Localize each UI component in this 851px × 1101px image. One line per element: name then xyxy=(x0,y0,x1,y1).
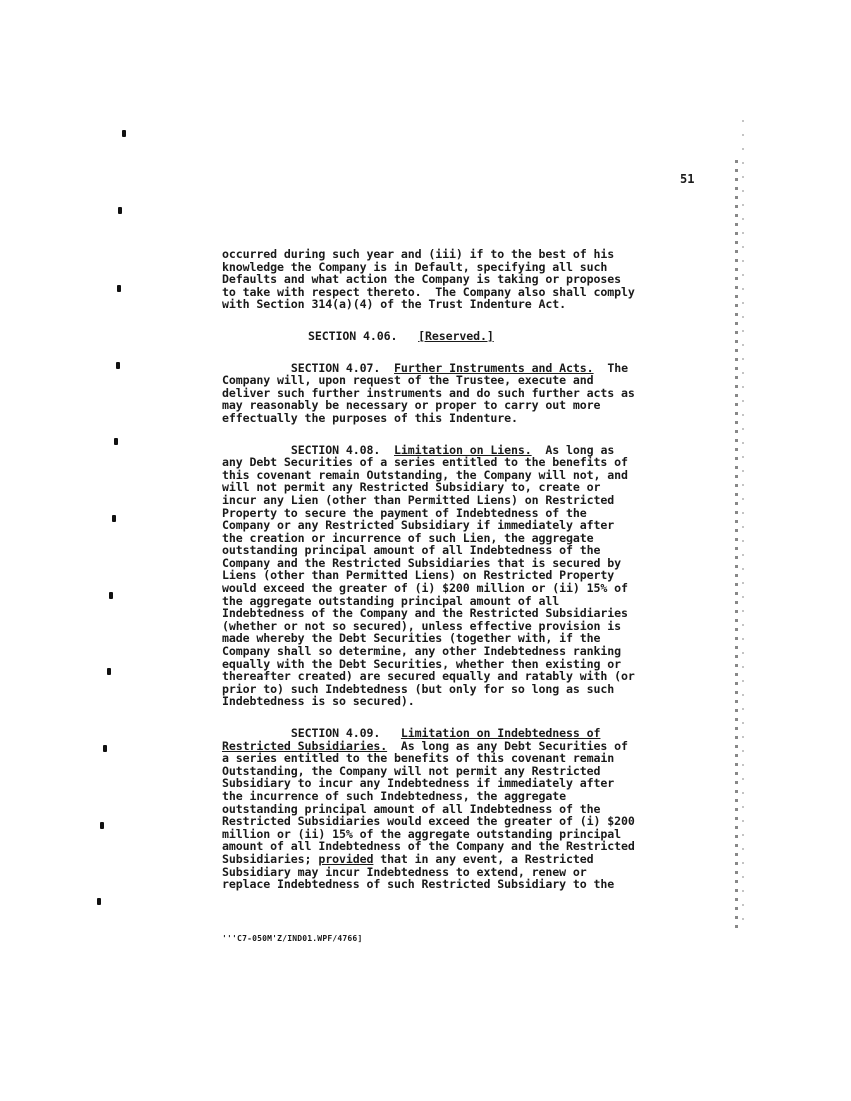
text-line: amount of all Indebtedness of the Company and the Restricted xyxy=(222,839,635,854)
text-line: Defaults and what action the Company is taking or proposes xyxy=(222,272,622,287)
text-line: equally with the Debt Securities, whether then existing or xyxy=(222,656,622,671)
binding-mark xyxy=(109,592,113,599)
section-title-continued: Restricted Subsidiaries. xyxy=(222,738,388,753)
margin-scan-noise xyxy=(735,160,738,930)
section-number: SECTION 4.06. xyxy=(308,328,398,343)
text-line: Company and the Restricted Subsidiaries that is secured by xyxy=(222,555,622,570)
text-line: would exceed the greater of (i) $200 million or (ii) 15% of xyxy=(222,581,628,596)
text-line: Company or any Restricted Subsidiary if immediately after xyxy=(222,518,615,533)
text-line: the aggregate outstanding principal amount of all xyxy=(222,593,560,608)
text-line: outstanding principal amount of all Indebtedness of the xyxy=(222,801,601,816)
section-title: [Reserved.] xyxy=(418,328,494,343)
text-line: million or (ii) 15% of the aggregate outstanding principal xyxy=(222,826,622,841)
binding-mark xyxy=(103,745,107,752)
text-fragment: Subsidiaries; xyxy=(222,851,312,866)
text-fragment: that in any event, a Restricted xyxy=(380,851,594,866)
section-title: Limitation on Liens. xyxy=(394,442,532,457)
text-line: the incurrence of such Indebtedness, the aggregate xyxy=(222,788,567,803)
binding-mark xyxy=(118,207,122,214)
text-line: incur any Lien (other than Permitted Liens) on Restricted xyxy=(222,492,615,507)
text-line: thereafter created) are secured equally and ratably with (or xyxy=(222,669,635,684)
text-line: Outstanding, the Company will not permit any Restricted xyxy=(222,763,601,778)
text-line: the creation or incurrence of such Lien, the aggregate xyxy=(222,530,594,545)
text-fragment: As long as any Debt Securities of xyxy=(400,738,628,753)
text-fragment: As long as xyxy=(545,442,615,457)
text-line: with Section 314(a)(4) of the Trust Indenture Act. xyxy=(222,297,567,312)
text-line: Company will, upon request of the Trustee, execute and xyxy=(222,373,594,388)
binding-mark xyxy=(112,515,116,522)
provided-term: provided xyxy=(318,851,374,866)
margin-scan-noise-secondary xyxy=(742,120,744,920)
text-fragment: The xyxy=(607,360,628,375)
text-line: will not permit any Restricted Subsidiary to, create or xyxy=(222,480,601,495)
text-line: Company shall so determine, any other Indebtedness ranking xyxy=(222,644,622,659)
binding-mark xyxy=(97,898,101,905)
binding-mark xyxy=(116,362,120,369)
section-406-heading xyxy=(308,330,694,343)
text-line: Subsidiary may incur Indebtedness to extend, renew or xyxy=(222,864,587,879)
text-line: Subsidiary to incur any Indebtedness if immediately after xyxy=(222,776,615,791)
section-number: SECTION 4.08. xyxy=(290,442,381,457)
binding-mark xyxy=(114,438,118,445)
text-line: this covenant remain Outstanding, the Company will not, and xyxy=(222,467,628,482)
text-line: occurred during such year and (iii) if to the best of his xyxy=(222,247,615,261)
text-line: Property to secure the payment of Indebtedness of the xyxy=(222,505,587,520)
binding-mark xyxy=(117,285,121,292)
binding-mark xyxy=(100,822,104,829)
text-line: Indebtedness of the Company and the Restricted Subsidiaries xyxy=(222,606,628,621)
text-line: outstanding principal amount of all Indebtedness of the xyxy=(222,543,601,558)
section-title: Further Instruments and Acts. xyxy=(394,360,594,375)
text-line: deliver such further instruments and do such further acts as xyxy=(222,385,635,400)
text-line: Liens (other than Permitted Liens) on Restricted Property xyxy=(222,568,615,583)
text-line: Indebtedness is so secured). xyxy=(222,694,415,709)
text-line: (whether or not so secured), unless effective provision is xyxy=(222,618,622,633)
text-line: a series entitled to the benefits of this covenant remain xyxy=(222,751,615,766)
section-title: Limitation on Indebtedness of xyxy=(400,726,601,740)
binding-mark xyxy=(107,668,111,675)
document-footer-code: '''C7-050M'Z/IND01.WPF/4766] xyxy=(222,934,363,943)
intro-paragraph xyxy=(222,248,694,311)
provided-line xyxy=(222,853,694,866)
page-number: 51 xyxy=(680,172,695,186)
text-line: may reasonably be necessary or proper to carry out more xyxy=(222,398,601,413)
text-line: to take with respect thereto. The Company also shall comply xyxy=(222,284,635,299)
text-line: knowledge the Company is in Default, specifying all such xyxy=(222,259,608,274)
text-line: made whereby the Debt Securities (together with, if the xyxy=(222,631,601,646)
text-line: replace Indebtedness of such Restricted Subsidiary to the xyxy=(222,877,615,892)
section-407 xyxy=(222,362,694,425)
section-408 xyxy=(222,444,694,708)
text-line: Restricted Subsidiaries would exceed the greater of (i) $200 xyxy=(222,814,635,829)
text-line: any Debt Securities of a series entitled to the benefits of xyxy=(222,455,628,470)
document-body xyxy=(222,248,694,891)
section-number: SECTION 4.07. xyxy=(290,360,381,375)
binding-mark xyxy=(122,130,126,137)
text-line: effectually the purposes of this Indenture. xyxy=(222,410,518,425)
text-line: prior to) such Indebtedness (but only for so long as such xyxy=(222,681,615,696)
section-number: SECTION 4.09. xyxy=(290,726,381,740)
section-409 xyxy=(222,727,694,891)
